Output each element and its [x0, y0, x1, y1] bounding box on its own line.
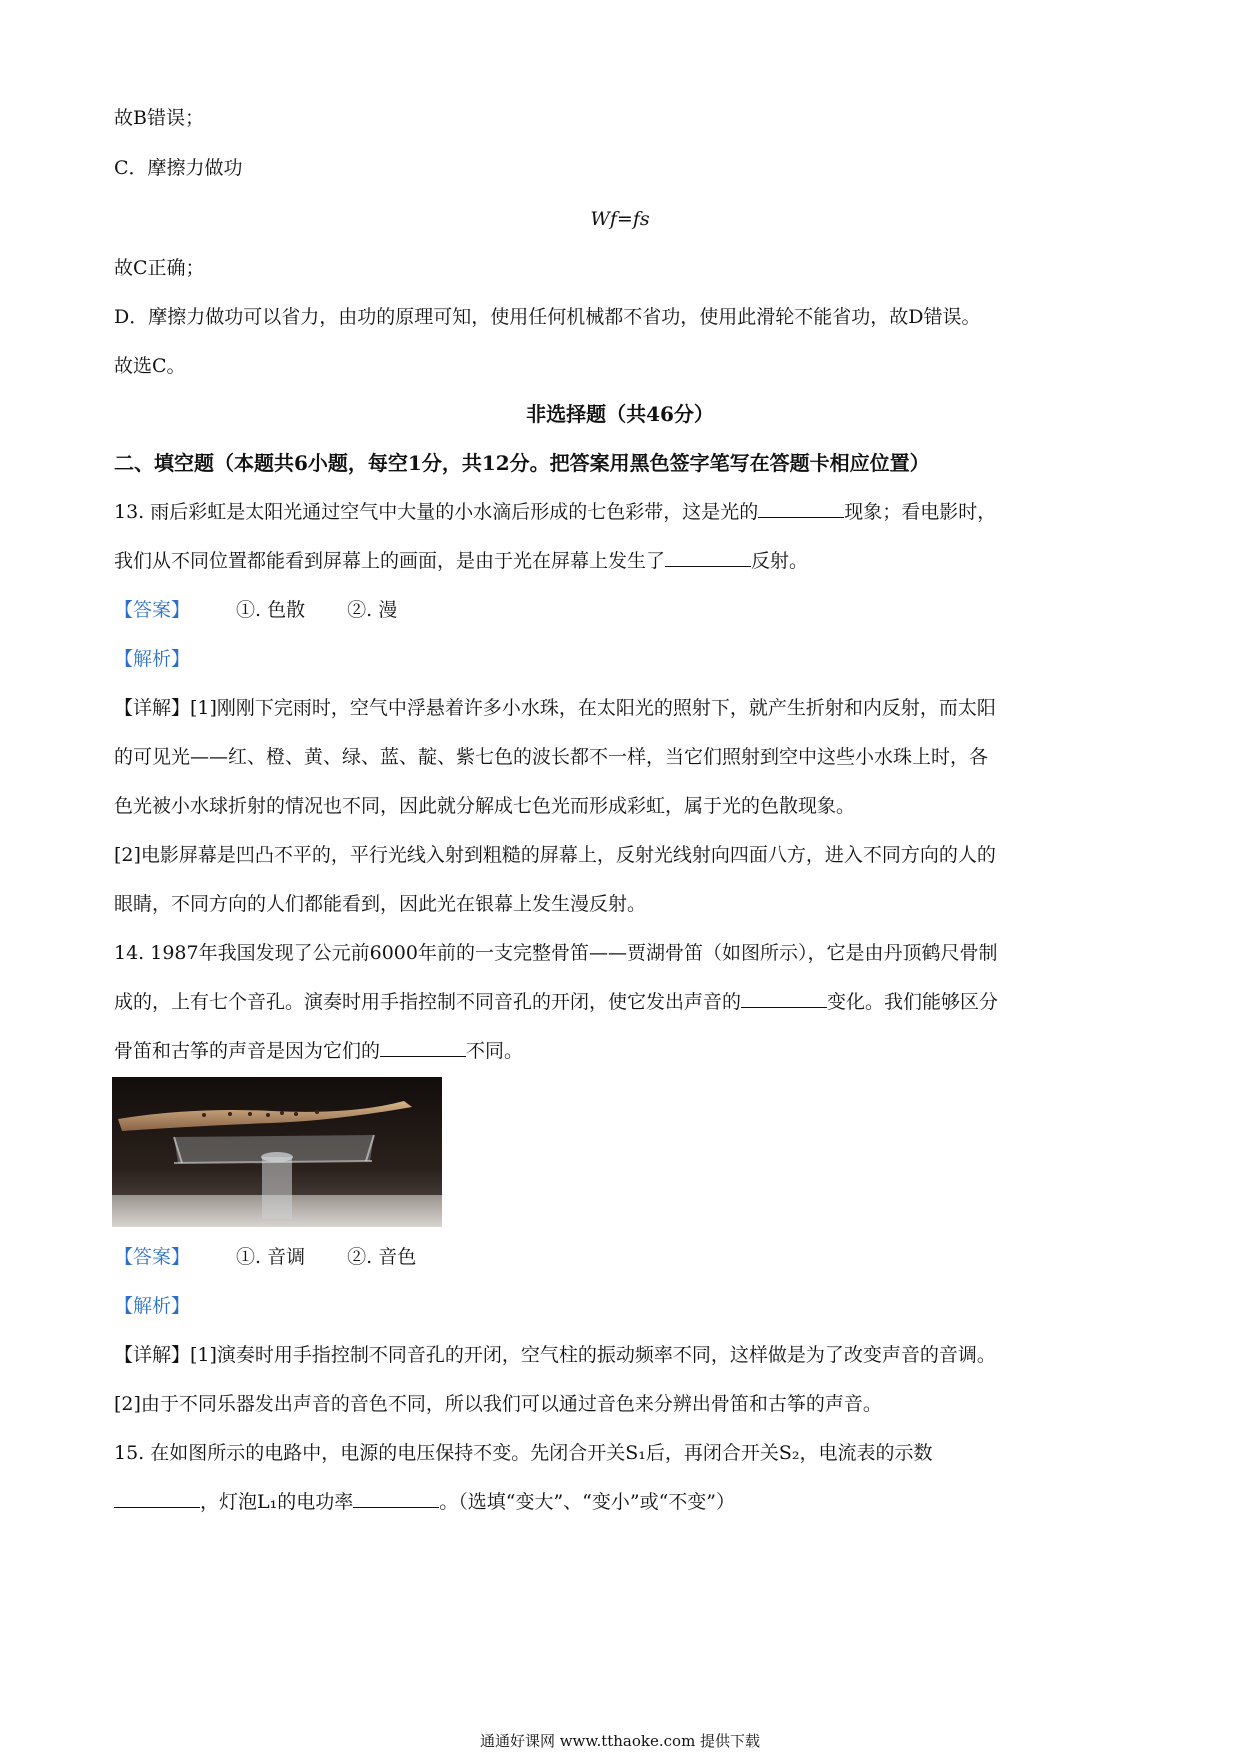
answer-tag: 【答案】	[114, 1246, 191, 1268]
text-line: 故B错误；	[114, 107, 204, 129]
text-line: 故C正确；	[114, 257, 205, 279]
answer-blank	[353, 1489, 439, 1508]
q15-text: ，灯泡L₁的电功率	[200, 1491, 354, 1513]
answer-tag: 【答案】	[114, 599, 191, 621]
q14-text: 不同。	[466, 1040, 524, 1062]
q13-text: 13. 雨后彩虹是太阳光通过空气中大量的小水滴后形成的七色彩带，这是光的	[114, 501, 759, 523]
question-15-line-1: 15. 在如图所示的电路中，电源的电压保持不变。先闭合开关S₁后，再闭合开关S₂，电流表的示数	[114, 1442, 933, 1464]
answer-blank	[114, 1489, 200, 1508]
answer-option: ②. 音色	[347, 1246, 417, 1268]
detail-tag: 【详解】	[114, 697, 191, 719]
detail-tag: 【详解】	[114, 1344, 191, 1366]
formula: Wf=fs	[590, 208, 650, 230]
q13-detail: [2]电影屏幕是凹凸不平的，平行光线入射到粗糙的屏幕上，反射光线射向四面八方，进入不同方向的人的	[114, 844, 996, 866]
q13-detail: 的可见光——红、橙、黄、绿、蓝、靛、紫七色的波长都不一样，当它们照射到空中这些小水珠上时，各	[114, 746, 989, 768]
q14-text: 成的，上有七个音孔。演奏时用手指控制不同音孔的开闭，使它发出声音的	[114, 991, 742, 1013]
q13-detail	[114, 694, 996, 722]
answer-blank	[741, 989, 827, 1008]
question-13-line-2	[114, 547, 808, 575]
footer-watermark: 通通好课网 www.tthaoke.com 提供下载	[479, 1732, 761, 1750]
analysis-tag: 【解析】	[114, 648, 191, 670]
part-title: 二、填空题（本题共6小题，每空1分，共12分。把答案用黑色签字笔写在答题卡相应位置）	[114, 451, 930, 475]
question-14-line-3	[114, 1037, 523, 1065]
detail-text: [1]演奏时用手指控制不同音孔的开闭，空气柱的振动频率不同，这样做是为了改变声音的音调。	[190, 1344, 996, 1366]
bone-flute-photo	[112, 1077, 442, 1227]
question-14-line-2	[114, 988, 998, 1016]
answer-blank	[665, 548, 751, 567]
answer-option: ①. 色散	[236, 599, 306, 621]
q14-answer	[114, 1243, 416, 1271]
q13-detail: 眼睛，不同方向的人们都能看到，因此光在银幕上发生漫反射。	[114, 893, 647, 915]
text-line: C．摩擦力做功	[114, 157, 243, 179]
section-title: 非选择题（共46分）	[526, 402, 714, 426]
question-15-line-2	[114, 1488, 735, 1516]
q13-text: 我们从不同位置都能看到屏幕上的画面，是由于光在屏幕上发生了	[114, 550, 666, 572]
q14-text: 变化。我们能够区分	[827, 991, 999, 1013]
text-line: D．摩擦力做功可以省力，由功的原理可知，使用任何机械都不省功，使用此滑轮不能省功，故D错误。	[114, 306, 981, 328]
bone-flute-illustration	[112, 1077, 442, 1227]
answer-blank	[758, 499, 844, 518]
detail-text: [1]刚刚下完雨时，空气中浮悬着许多小水珠，在太阳光的照射下，就产生折射和内反射，而太阳	[190, 697, 996, 719]
q15-text: 。（选填“变大”、“变小”或“不变”）	[439, 1491, 736, 1513]
analysis-tag: 【解析】	[114, 1295, 191, 1317]
text-line: 故选C。	[114, 355, 186, 377]
question-14-line-1: 14. 1987年我国发现了公元前6000年前的一支完整骨笛——贾湖骨笛（如图所示），它是由丹顶鹤尺骨制	[114, 942, 998, 964]
q14-detail	[114, 1341, 996, 1369]
q13-text: 反射。	[751, 550, 809, 572]
q14-text: 骨笛和古筝的声音是因为它们的	[114, 1040, 381, 1062]
q13-text: 现象；看电影时，	[844, 501, 997, 523]
answer-option: ①. 音调	[236, 1246, 306, 1268]
answer-blank	[380, 1038, 466, 1057]
q14-detail: [2]由于不同乐器发出声音的音色不同，所以我们可以通过音色来分辨出骨笛和古筝的声音。	[114, 1393, 882, 1415]
q13-answer	[114, 596, 397, 624]
question-13-line-1	[114, 498, 996, 526]
answer-option: ②. 漫	[347, 599, 398, 621]
q13-detail: 色光被小水球折射的情况也不同，因此就分解成七色光而形成彩虹，属于光的色散现象。	[114, 795, 856, 817]
